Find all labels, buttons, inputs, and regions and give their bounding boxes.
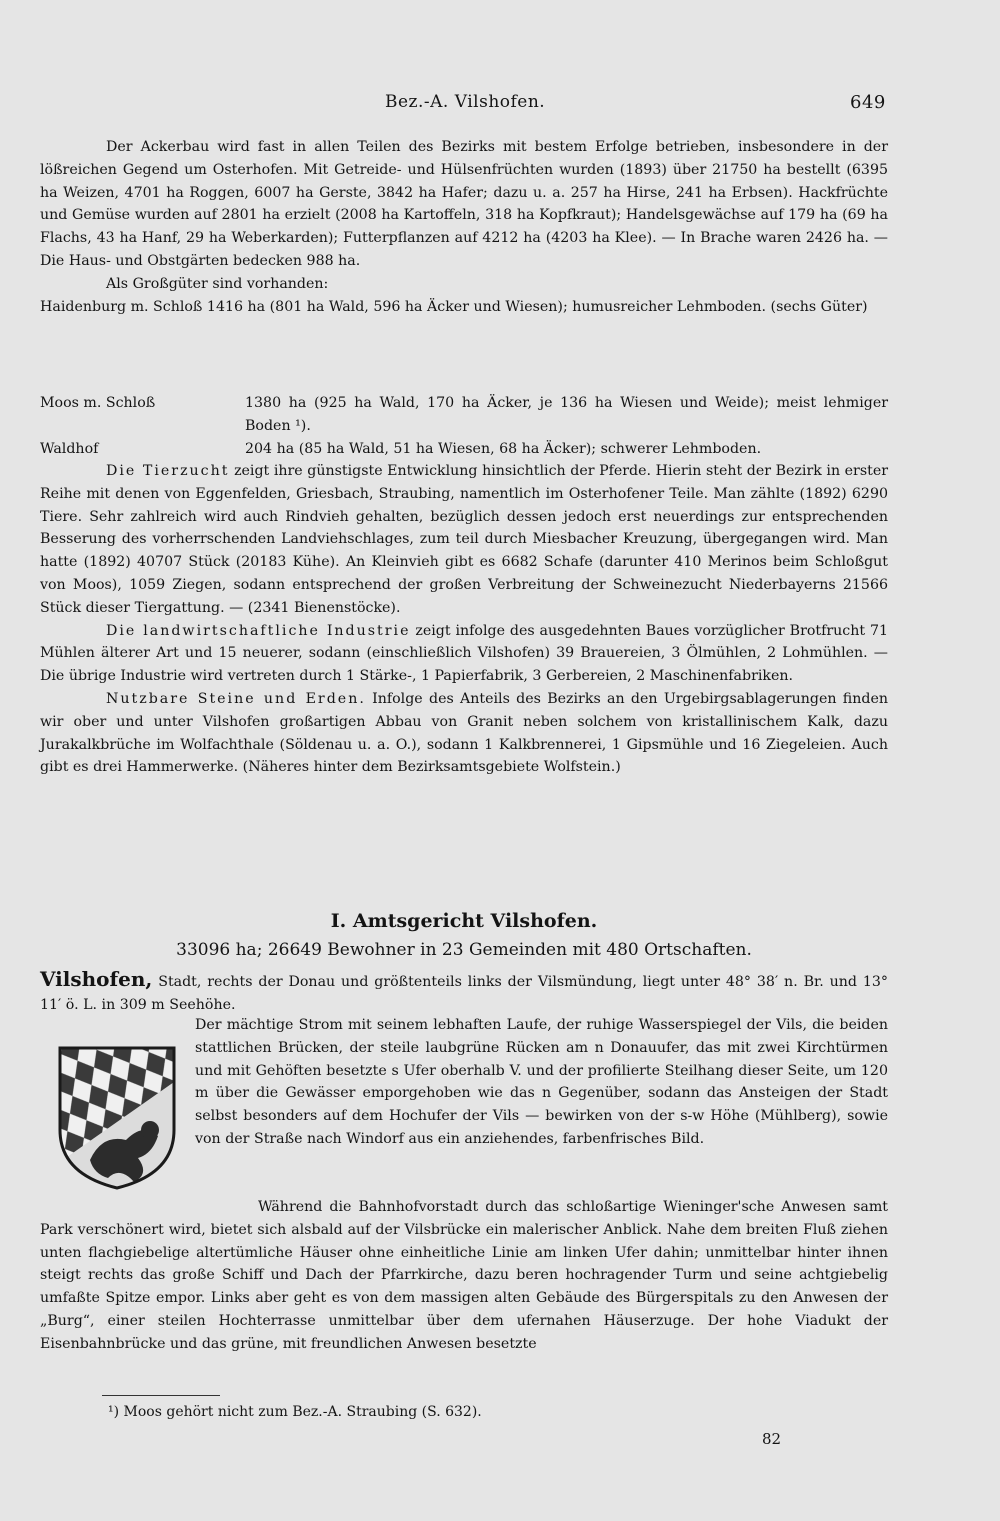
town-description: Der mächtige Strom mit seinem lebhaften Laufe, der ruhige Wasserspiegel der Vils, die beiden stattlichen Brücken, der steile laubgrüne Rücken am n Donauufer, das mit zwei Kirchtürmen und mit Gehöften besetzte s Ufer oberhalb V. und der profilierte Steilhang dieser Seite, um 120 m über die Gewässer emporgehoben wie das n Gegenüber, sodann das Ansteigen der Stadt selbst besonders auf dem Hochufer der Vils — bewirken von der s-w Höhe (Mühlberg), sowie von der Straße nach Windorf aus ein anziehendes, farbenfrisches Bild. <box>195 1017 888 1147</box>
estate-name: Waldhof <box>40 440 99 457</box>
town-heading <box>40 968 888 1017</box>
estates-intro: Als Großgüter sind vorhanden: <box>106 275 329 292</box>
estate-desc: 204 ha (85 ha Wald, 51 ha Wiesen, 68 ha Äcker); schwerer Lehmboden. <box>245 440 762 457</box>
stones-text: Infolge des Anteils des Bezirks an den Urgebirgsablagerungen finden wir ober und unter Vilshofen großartigen Abbau von Granit neben solchem von kristallinischem Kalk, dazu Jurakalkbrüche im Wolfachthale (Söldenau u. a. O.), sodann 1 Kalkbrennerei, 1 Gipsmühle und 16 Ziegeleien. Auch gibt es drei Hammerwerke. (Näheres hinter dem Bezirksamtsgebiete Wolfstein.) <box>40 690 888 776</box>
estate-row <box>40 438 888 461</box>
town-continuation-paragraph: Während die Bahnhofvorstadt durch das schloßartige Wieninger'sche Anwesen samt Park verschönert wird, bietet sich alsbald auf der Vilsbrücke ein malerischer Anblick. Nahe dem breiten Fluß ziehen unten flachgiebelige altertümliche Häuser ohne einheitliche Linie am linken Ufer dahin; unmittelbar hinter ihnen steigt rechts das große Schiff und Dach der Pfarrkirche, dazu beren hochragender Turm und seine achtgiebelig umfaßte Spitze empor. Links aber geht es von dem massigen alten Gebäude des Bürgerspitals zu den Anwesen der „Burg“, einer steilen Hochterrasse unmittelbar über dem ufernahen Häuserzuge. Der hohe Viadukt der Eisenbahnbrücke und das grüne, mit freundlichen Anwesen besetzte <box>40 1199 888 1352</box>
stones-paragraph <box>40 688 888 779</box>
industry-text: zeigt infolge des ausgedehnten Baues vorzüglicher Brotfrucht 71 Mühlen älterer Art und 15 neuerer, sodann (einschließlich Vilshofen) 39 Brauereien, 3 Ölmühlen, 2 Lohmühlen. — Die übrige Industrie wird vertreten durch 1 Stärke-, 1 Papierfabrik, 3 Gerbereien, 2 Maschinenfabriken. <box>40 622 888 685</box>
industry-lead: Die landwirtschaftliche Industrie <box>106 622 411 639</box>
running-header: Bez.-A. Vilshofen. <box>385 92 546 112</box>
estates-list <box>40 392 888 460</box>
livestock-text: zeigt ihre günstigste Entwicklung hinsichtlich der Pferde. Hierin steht der Bezirk in erster Reihe mit denen von Eggenfelden, Griesbach, Straubing, namentlich im Osterhofener Teile. Man zählte (1892) 6290 Tiere. Sehr zahlreich wird auch Rindvieh gehalten, bezüglich dessen jedoch erst neuerdings zur entsprechenden Besserung des vorherrschenden Landviehschlages, zum teil durch Miesbacher Kreuzung, übergegangen wird. Man hatte (1892) 40707 Stück (20183 Kühe). An Kleinvieh gibt es 6682 Schafe (darunter 410 Merinos beim Schloßgut von Moos), 1059 Ziegen, sodann entsprechend der großen Verbreitung der Schweinezucht Niederbayerns 21566 Stück dieser Tiergattung. — (2341 Bienenstöcke). <box>40 463 888 616</box>
estate-row <box>40 392 888 438</box>
estate-name: Moos m. Schloß <box>40 395 156 411</box>
estate-desc: 1380 ha (925 ha Wald, 170 ha Äcker, je 136 ha Wiesen und Weide); meist lehmiger Boden ¹). <box>245 395 888 434</box>
town-name: Vilshofen, <box>40 967 153 991</box>
agriculture-section <box>40 136 888 318</box>
livestock-paragraph <box>40 460 888 620</box>
section-title: I. Amtsgericht Vilshofen. <box>330 910 598 932</box>
footnote-rule <box>102 1395 220 1396</box>
section-subtitle: 33096 ha; 26649 Bewohner in 23 Gemeinden mit 480 Ortschaften. <box>176 940 752 960</box>
agriculture-paragraph: Der Ackerbau wird fast in allen Teilen des Bezirks mit bestem Erfolge betrieben, insbesondere in der lößreichen Gegend um Osterhofen. Mit Getreide- und Hülsenfrüchten wurden (1893) über 21750 ha bestellt (6395 ha Weizen, 4701 ha Roggen, 6007 ha Gerste, 3842 ha Hafer; dazu u. a. 257 ha Hirse, 241 ha Erbsen). Hackfrüchte und Gemüse wurden auf 2801 ha erzielt (2008 ha Kartoffeln, 318 ha Kopfkraut); Handelsgewächse auf 179 ha (69 ha Flachs, 43 ha Hanf, 29 ha Weberkarden); Futterpflanzen auf 4212 ha (4203 ha Klee). — In Brache waren 2426 ha. — Die Haus- und Obstgärten bedecken 988 ha. <box>40 139 888 269</box>
stones-lead: Nutzbare Steine und Erden. <box>106 690 366 707</box>
town-intro: Stadt, rechts der Donau und größtenteils links der Vilsmündung, liegt unter 48° 38′ n. Br. und 13° 11′ ö. L. in 309 m Seehöhe. <box>40 974 888 1013</box>
page-number: 649 <box>850 92 886 113</box>
printer-signature: 82 <box>762 1430 782 1448</box>
livestock-section <box>40 460 888 779</box>
footnote: ¹) Moos gehört nicht zum Bez.-A. Straubing (S. 632). <box>108 1404 482 1420</box>
town-continuation <box>40 1196 888 1356</box>
livestock-lead: Die Tierzucht <box>106 463 230 479</box>
industry-paragraph <box>40 620 888 688</box>
estate-haidenburg: Haidenburg m. Schloß 1416 ha (801 ha Wald, 596 ha Äcker und Wiesen); humusreicher Lehmboden. (sechs Güter) <box>40 298 868 315</box>
coat-of-arms-icon <box>54 1042 180 1192</box>
